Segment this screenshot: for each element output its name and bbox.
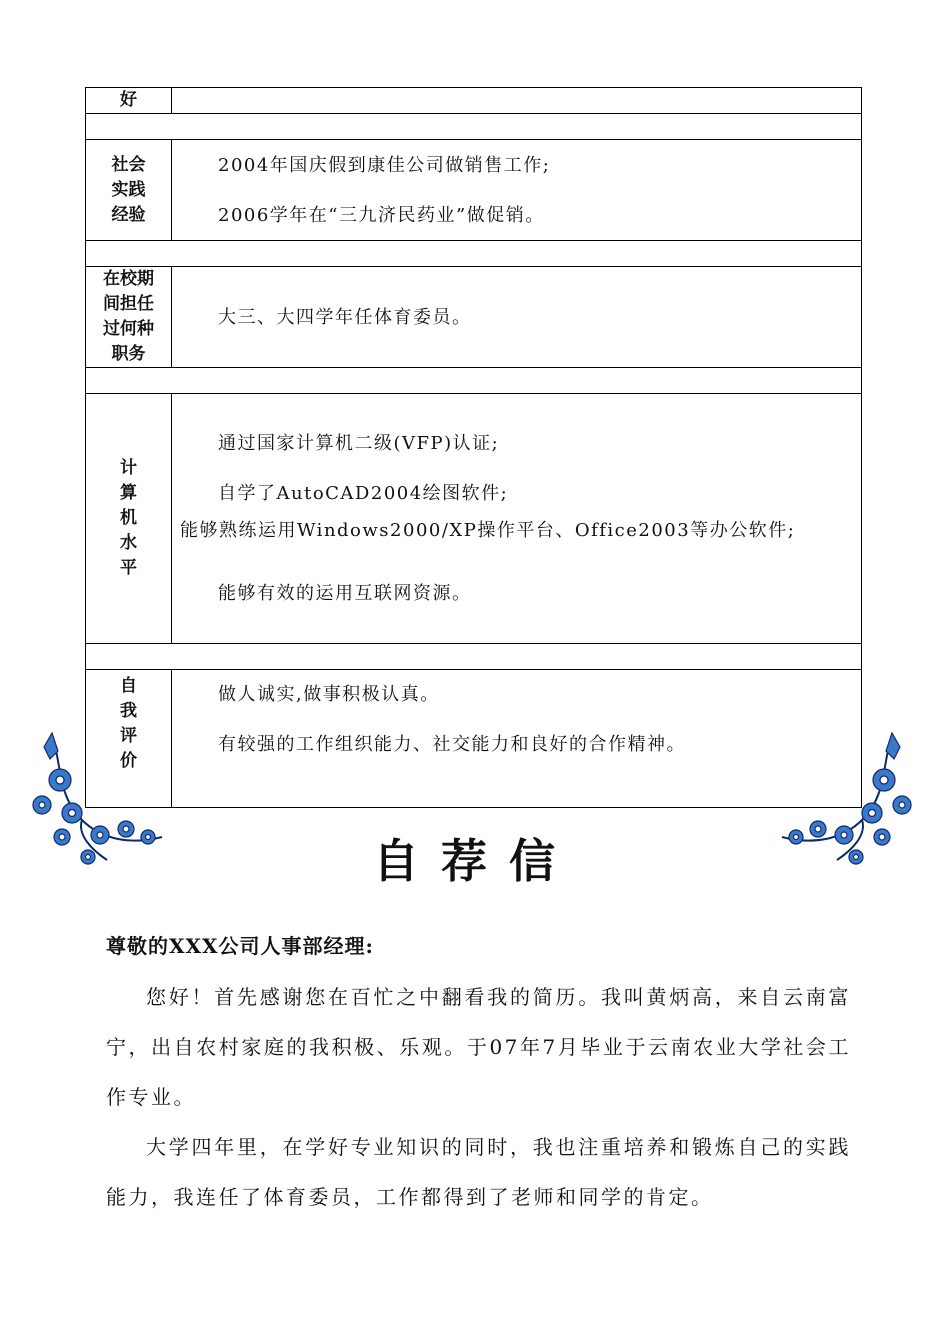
social-practice-label: 社会 实践 经验 [86,140,172,241]
position-content: 大三、大四学年任体育委员。 [172,267,862,368]
table-row-social [86,140,862,241]
hobby-label: 好 [86,88,172,114]
resume-table [85,87,862,808]
table-row-position [86,267,862,368]
self-evaluation-content: 做人诚实,做事积极认真。 有较强的工作组织能力、社交能力和良好的合作精神。 [172,670,862,808]
table-row-self [86,670,862,808]
table-row-separator [86,644,862,670]
hobby-content [172,88,862,114]
letter-paragraph: 大学四年里，在学好专业知识的同时，我也注重培养和锻炼自己的实践能力，我连任了体育委员，工作都得到了老师和同学的肯定。 [106,1135,851,1209]
letter-greeting: 尊敬的XXX公司人事部经理: [106,934,374,958]
table-row-computer [86,394,862,644]
table-row-separator [86,114,862,140]
letter-title: 自荐信 [373,834,577,888]
computer-level-label: 计 算 机 水 平 [86,394,172,644]
computer-level-content: 通过国家计算机二级(VFP)认证; 自学了AutoCAD2004绘图软件; 能够熟练运用Windows2000/XP操作平台、Office2003等办公软件; 能够有效的运用互联网资源。 [172,394,862,644]
position-label: 在校期 间担任 过何种 职务 [86,267,172,368]
table-row-hobby [86,88,862,114]
self-evaluation-label: 自 我 评 价 [86,670,172,808]
letter-paragraph: 您好！首先感谢您在百忙之中翻看我的简历。我叫黄炳高，来自云南富宁，出自农村家庭的我积极、乐观。于07年7月毕业于云南农业大学社会工作专业。 [106,985,851,1109]
social-practice-content: 2004年国庆假到康佳公司做销售工作; 2006学年在“三九济民药业”做促销。 [172,140,862,241]
table-row-separator [86,241,862,267]
table-row-separator [86,368,862,394]
